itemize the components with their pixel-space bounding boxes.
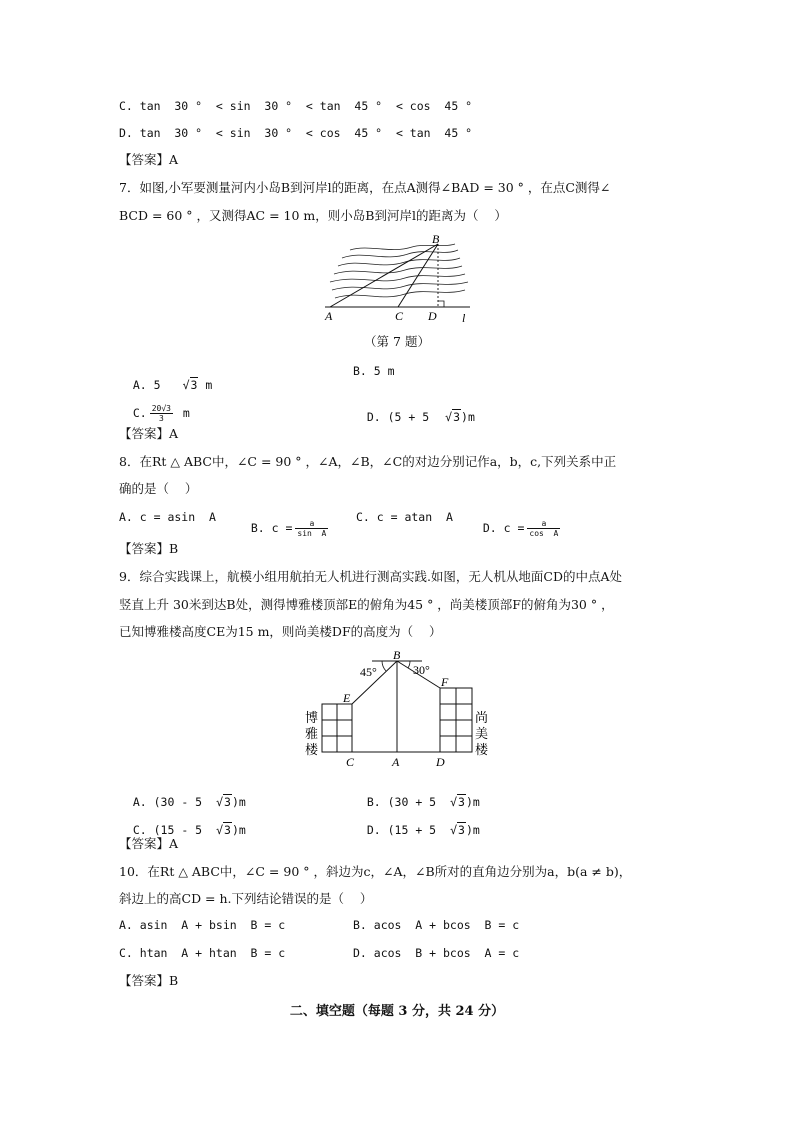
label-angle-30: 30°: [413, 663, 430, 677]
q9-option-a: A. (30 - 5 √3)m: [132, 795, 246, 809]
label-a: A: [392, 755, 400, 769]
q10-answer: 【答案】B: [119, 973, 179, 988]
q7-stem-line2: BCD = 60 ° ，又测得AC = 10 m，则小岛B到河岸l的距离为（ ）: [119, 208, 507, 223]
q7-option-d: D. (5 + 5 √3)m: [366, 410, 475, 424]
q7-stem-line1: 7．如图,小军要测量河内小岛B到河岸l的距离，在点A测得∠BAD = 30 ° ，在点C测得∠: [119, 180, 611, 195]
q9-option-d: D. (15 + 5 √3)m: [366, 823, 480, 837]
section-fill-in-blank-heading: 二、填空题（每题 3 分，共 24 分）: [289, 1004, 505, 1019]
left-building-char-1: 博: [305, 710, 319, 725]
q6-answer: 【答案】A: [119, 152, 179, 167]
left-building-char-3: 楼: [305, 742, 319, 757]
right-angle-mark: [438, 301, 444, 307]
label-c: C: [395, 309, 404, 323]
q8-option-d: D. c = $\frac{a}{\text{cos A}}$: [482, 519, 559, 538]
q9-option-c: C. (15 - 5 √3)m: [132, 823, 246, 837]
left-building-char-2: 雅: [305, 726, 319, 741]
angle-arc-30: [408, 661, 410, 668]
q9-drone-figure: [300, 647, 500, 772]
label-d: D: [428, 309, 437, 323]
q9-option-b: B. (30 + 5 √3)m: [366, 795, 480, 809]
label-d: D: [436, 755, 445, 769]
q9-stem-line3: 已知博雅楼高度CE为15 m，则尚美楼DF的高度为（ ）: [119, 624, 442, 639]
q10-stem-line2: 斜边上的高CD = h.下列结论错误的是（ ）: [119, 891, 373, 906]
q6-option-d: D. tan 30 ° < sin 30 ° < cos 45 ° < tan 45 °: [119, 126, 473, 140]
q8-answer: 【答案】B: [119, 541, 179, 556]
q10-option-a: A. asin A + bsin B = c: [119, 918, 286, 932]
label-l: l: [462, 311, 466, 324]
q9-stem-line2: 竖直上升 30米到达B处，测得博雅楼顶部E的俯角为45 ° ，尚美楼顶部F的俯角为30 ° ，: [119, 597, 614, 612]
label-angle-45: 45°: [360, 665, 377, 679]
q10-option-b: B. acos A + bcos B = c: [353, 918, 520, 932]
q7-option-a: A. 5 √3 m: [132, 378, 213, 392]
label-f: F: [441, 675, 449, 689]
q10-option-d: D. acos B + bcos A = c: [353, 946, 520, 960]
q8-stem-line2: 确的是（ ）: [119, 481, 198, 496]
q7-figure-caption: （第 7 题）: [364, 334, 430, 349]
right-building-char-3: 楼: [475, 742, 489, 757]
right-building: [440, 688, 472, 752]
label-c: C: [346, 755, 355, 769]
label-b: B: [393, 648, 401, 662]
label-a: A: [325, 309, 333, 323]
angle-arc-45: [382, 661, 386, 671]
q8-stem-line1: 8．在Rt △ ABC中，∠C = 90 ° ，∠A，∠B，∠C的对边分别记作a，b，c,下列关系中正: [119, 454, 617, 469]
q8-option-a: A. c = asin A: [119, 510, 216, 524]
left-building: [322, 704, 352, 752]
right-building-char-2: 美: [475, 726, 489, 741]
q6-option-c: C. tan 30 ° < sin 30 ° < tan 45 ° < cos 45 °: [119, 99, 473, 113]
q9-stem-line1: 9．综合实践课上，航模小组用航拍无人机进行测高实践.如图，无人机从地面CD的中点A处: [119, 569, 623, 584]
label-e: E: [343, 691, 351, 705]
river-waves: [330, 244, 468, 298]
q8-option-b: B. c = $\frac{a}{\text{sin A}}$: [250, 519, 327, 538]
q9-answer: 【答案】A: [119, 836, 179, 851]
q10-stem-line1: 10．在Rt △ ABC中，∠C = 90 ° ，斜边为c，∠A，∠B所对的直角边分别为a，b(a ≠ b)，: [119, 864, 632, 879]
q7-river-figure: [320, 232, 480, 324]
q7-option-c: C. $\frac{20√3}{3}$ m: [132, 404, 190, 423]
q8-option-c: C. c = atan A: [356, 510, 453, 524]
q7-option-b: B. 5 m: [353, 364, 395, 378]
q10-option-c: C. htan A + htan B = c: [119, 946, 286, 960]
q7-answer: 【答案】A: [119, 426, 179, 441]
right-building-char-1: 尚: [475, 710, 489, 725]
label-b: B: [432, 232, 440, 246]
